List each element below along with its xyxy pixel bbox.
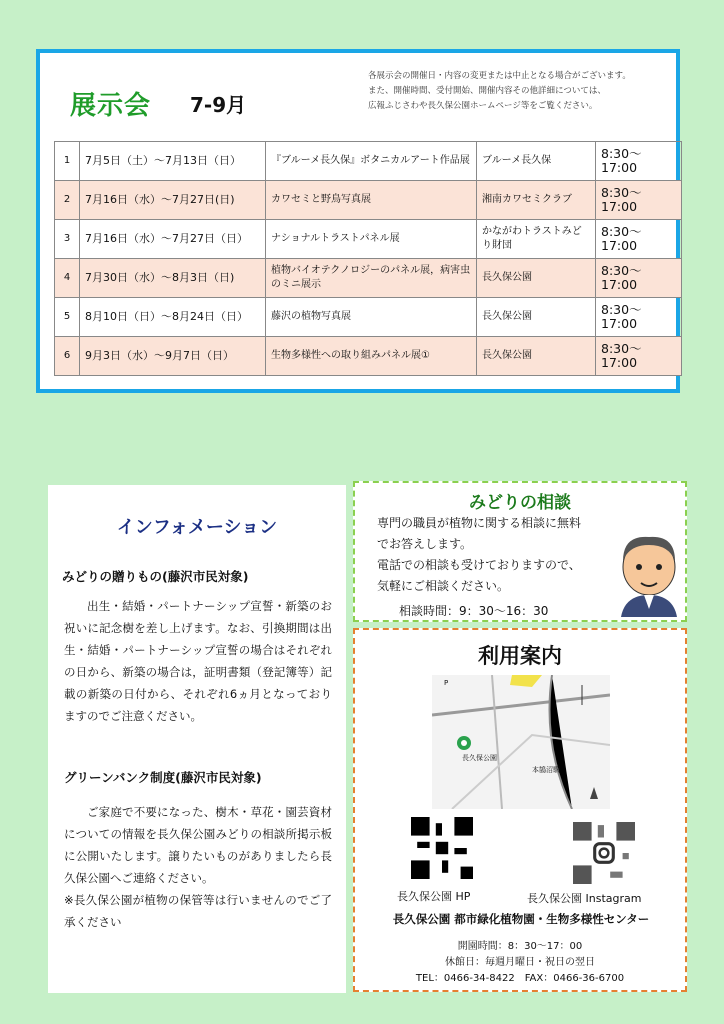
consultation-line-2: でお答えします。: [377, 537, 473, 551]
row-number: 3: [55, 220, 80, 259]
closed-days: 休館日：毎週月曜日・祝日の翌日: [445, 957, 595, 968]
consultation-line-1: 専門の職員が植物に関する相談に無料: [377, 516, 582, 530]
bank-heading: グリーンバンク制度(藤沢市民対象): [64, 770, 262, 785]
exhibition-note-3: 広報ふじさわや長久保公園ホームページ等をご覧ください。: [368, 101, 598, 111]
exhibition-title: 展示会: [70, 91, 152, 121]
map-marker-label: P: [444, 679, 449, 687]
row-date: 7月16日（水）～7月27日（日）: [80, 220, 266, 259]
instagram-label[interactable]: 長久保公園 Instagram: [527, 892, 642, 905]
usage-title: 利用案内: [478, 644, 562, 668]
row-number: 5: [55, 298, 80, 337]
row-organizer: かながわトラストみどり財団: [477, 220, 596, 259]
exhibition-note-1: 各展示会の開催日・内容の変更または中止となる場合がございます。: [368, 71, 631, 81]
row-time: 8:30～17:00: [596, 337, 682, 376]
row-number: 6: [55, 337, 80, 376]
information-title: インフォメーション: [116, 517, 278, 538]
consultation-hours: 相談時間：9：30～16：30: [399, 604, 549, 618]
row-number: 1: [55, 142, 80, 181]
bank-note: ※長久保公園が植物の保管等は行いませんのでご了承ください: [64, 893, 332, 929]
row-date: 9月3日（水）～9月7日（日）: [80, 337, 266, 376]
exhibition-row: [55, 259, 682, 298]
exhibition-row: [55, 298, 682, 337]
row-exhibition-name: 生物多様性への取り組みパネル展①: [266, 337, 477, 376]
row-exhibition-name: ナショナルトラストパネル展: [266, 220, 477, 259]
row-organizer: 湘南カワセミクラブ: [477, 181, 596, 220]
row-exhibition-name: 植物バイオテクノロジーのパネル展，病害虫のミニ展示: [266, 259, 477, 298]
row-exhibition-name: 藤沢の植物写真展: [266, 298, 477, 337]
gift-body: 出生・結婚・パートナーシップ宣誓・新築のお祝いに記念樹を差し上げます。なお、引換期間は出生・結婚・パートナーシップ宣誓の場合はそれぞれの日から、新築の場合は，証明書類（登記簿等）記載の新築の日付から、それぞれ6ヵ月となっておりますのでご注意ください。: [64, 599, 332, 723]
consultation-line-3: 電話での相談も受けておりますので、: [377, 558, 581, 572]
consultation-panel: [353, 481, 687, 622]
bank-body: ご家庭で不要になった、樹木・草花・園芸資材についての情報を長久保公園みどりの相談所掲示板に公開いたします。譲りたいものがありましたら長久保公園へご連絡ください。: [64, 805, 332, 885]
hp-label[interactable]: 長久保公園 HP: [397, 890, 471, 903]
row-time: 8:30～17:00: [596, 259, 682, 298]
row-organizer: 長久保公園: [477, 337, 596, 376]
row-exhibition-name: 『ブルーメ長久保』ボタニカルアート作品展: [266, 142, 477, 181]
row-time: 8:30～17:00: [596, 142, 682, 181]
hp-qr-code[interactable]: [411, 817, 473, 879]
consultation-line-4: 気軽にご相談ください。: [377, 579, 510, 593]
row-number: 2: [55, 181, 80, 220]
row-organizer: ブルーメ長久保: [477, 142, 596, 181]
exhibition-note-2: また、開催時間、受付開始、開催内容その他詳細については、: [368, 86, 606, 96]
exhibition-table: [54, 141, 682, 376]
row-time: 8:30～17:00: [596, 181, 682, 220]
staff-illustration: [611, 529, 687, 617]
usage-panel: [353, 628, 687, 992]
access-map: [432, 675, 610, 809]
gift-heading: みどりの贈りもの(藤沢市民対象): [62, 569, 249, 584]
map-drawing: [432, 675, 610, 809]
row-date: 7月16日（水）～7月27日(日): [80, 181, 266, 220]
exhibition-period: 7-9月: [190, 93, 247, 117]
row-exhibition-name: カワセミと野鳥写真展: [266, 181, 477, 220]
opening-hours: 開園時間：8：30～17：00: [457, 941, 583, 952]
row-number: 4: [55, 259, 80, 298]
information-panel: [48, 485, 346, 993]
row-time: 8:30～17:00: [596, 298, 682, 337]
consultation-title: みどりの相談: [469, 493, 571, 513]
exhibition-row: [55, 142, 682, 181]
contact-info: TEL：0466-34-8422 FAX：0466-36-6700: [415, 973, 625, 984]
row-date: 8月10日（日）～8月24日（日）: [80, 298, 266, 337]
instagram-qr-code[interactable]: [573, 822, 635, 884]
exhibition-row: [55, 181, 682, 220]
organization-name: 長久保公園 都市緑化植物園・生物多様性センター: [392, 912, 650, 926]
row-date: 7月30日（水）～8月3日（日): [80, 259, 266, 298]
exhibition-row: [55, 337, 682, 376]
exhibition-panel: [36, 49, 680, 393]
row-time: 8:30～17:00: [596, 220, 682, 259]
exhibition-row: [55, 220, 682, 259]
row-organizer: 長久保公園: [477, 298, 596, 337]
map-park-label: 長久保公園: [462, 754, 497, 762]
row-date: 7月5日（土）～7月13日（日）: [80, 142, 266, 181]
map-station-label: 本鵠沼駅: [532, 766, 560, 774]
row-organizer: 長久保公園: [477, 259, 596, 298]
